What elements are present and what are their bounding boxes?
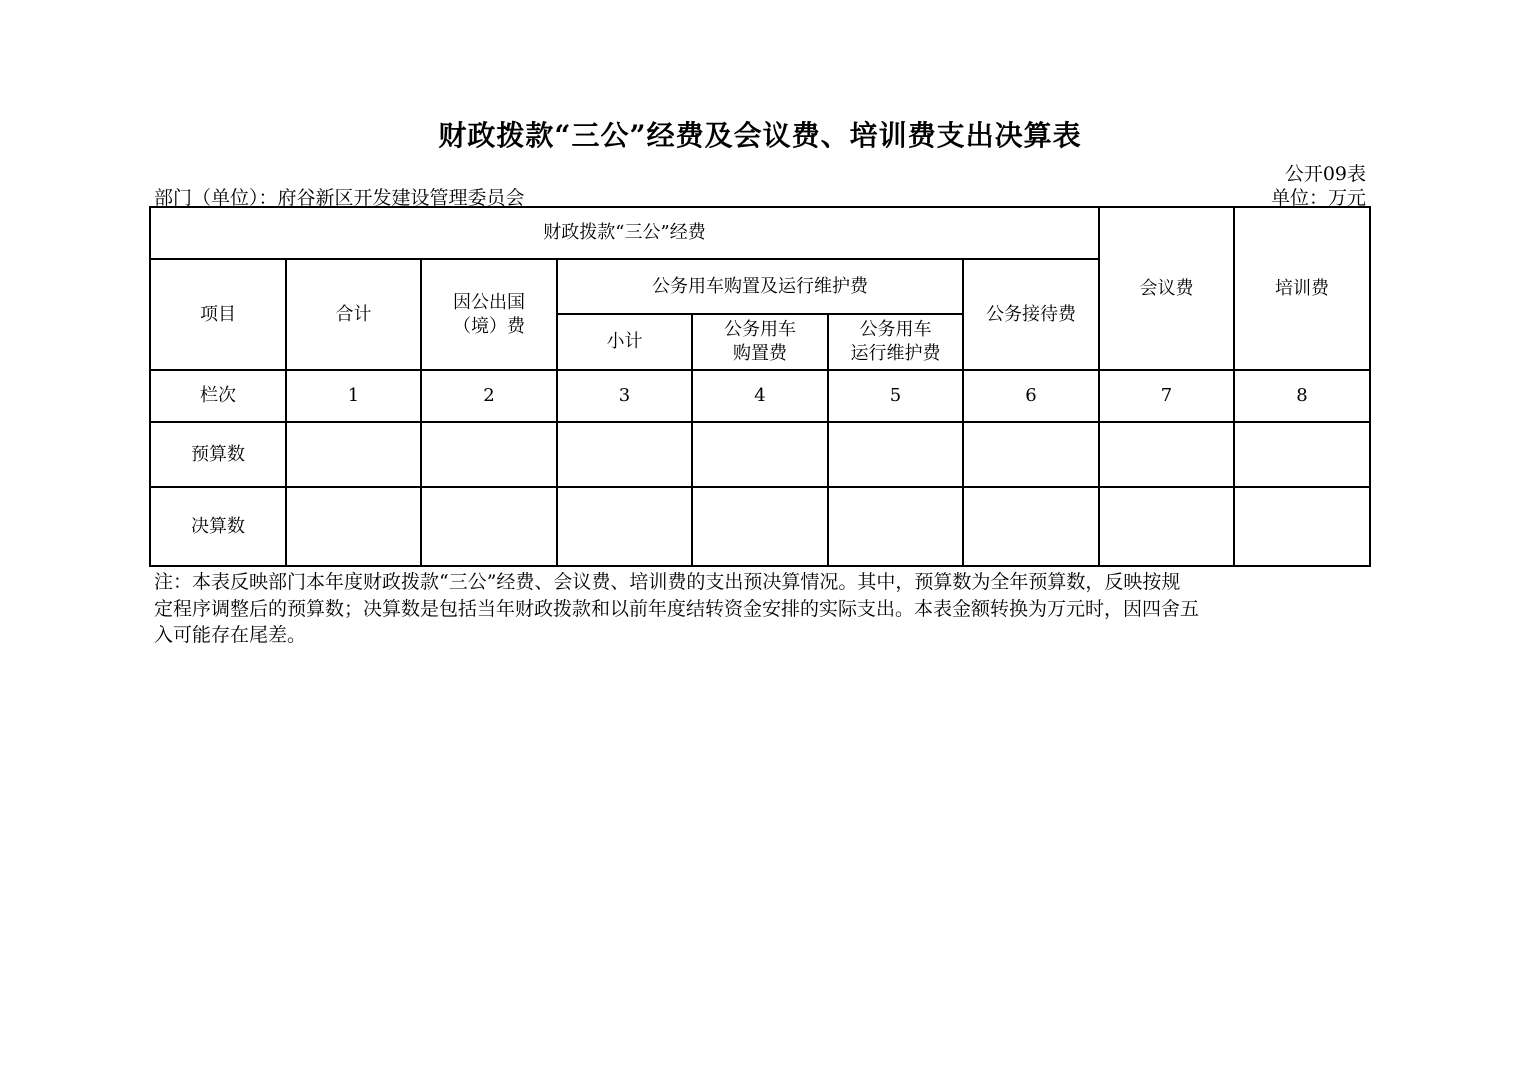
table-cell	[1234, 487, 1370, 566]
header-abroad-line2: （境）费	[453, 315, 525, 337]
header-subtotal: 小计	[557, 314, 692, 370]
header-row-1	[150, 207, 1370, 259]
column-number-cell: 5	[828, 370, 963, 422]
header-meeting: 会议费	[1099, 207, 1234, 370]
form-code: 公开09表	[1284, 163, 1366, 185]
footnote-line-1: 注：本表反映部门本年度财政拨款“三公”经费、会议费、培训费的支出预决算情况。其中，预算数为全年预算数，反映按规	[154, 571, 1181, 593]
column-number-row	[150, 370, 1370, 422]
column-number-label: 栏次	[150, 370, 286, 422]
column-number-cell: 4	[692, 370, 828, 422]
footnote-line-2: 定程序调整后的预算数；决算数是包括当年财政拨款和以前年度结转资金安排的实际支出。本表金额转换为万元时，因四舍五	[154, 597, 1200, 620]
table-cell	[286, 487, 421, 566]
footnote	[154, 569, 1354, 649]
table-cell	[421, 487, 557, 566]
table-cell	[828, 422, 963, 487]
table-cell	[557, 487, 692, 566]
header-vehicle-purchase	[692, 314, 828, 370]
column-number-cell: 3	[557, 370, 692, 422]
column-number-cell: 2	[421, 370, 557, 422]
table-cell	[692, 422, 828, 487]
expenditure-table	[149, 206, 1371, 567]
column-number-cell: 1	[286, 370, 421, 422]
table-cell	[828, 487, 963, 566]
header-vehicle-maintenance-line1: 公务用车	[859, 319, 932, 340]
header-vehicle-group: 公务用车购置及运行维护费	[557, 259, 963, 314]
header-vehicle-purchase-line2: 购置费	[733, 343, 787, 364]
table-cell	[421, 422, 557, 487]
budget-row-label: 预算数	[150, 422, 286, 487]
department-label: 部门（单位）：府谷新区开发建设管理委员会	[154, 187, 525, 209]
final-account-row	[150, 487, 1370, 566]
final-account-row-label: 决算数	[150, 487, 286, 566]
header-reception: 公务接待费	[963, 259, 1099, 370]
header-abroad	[421, 259, 557, 370]
unit-label: 单位：万元	[1270, 187, 1366, 209]
header-item: 项目	[150, 259, 286, 370]
column-number-cell: 8	[1234, 370, 1370, 422]
header-vehicle-maintenance	[828, 314, 963, 370]
column-number-cell: 6	[963, 370, 1099, 422]
table-cell	[286, 422, 421, 487]
table-cell	[1234, 422, 1370, 487]
header-total: 合计	[286, 259, 421, 370]
column-number-cell: 7	[1099, 370, 1234, 422]
budget-row	[150, 422, 1370, 487]
page-title: 财政拨款“三公”经费及会议费、培训费支出决算表	[438, 119, 1082, 152]
header-training: 培训费	[1234, 207, 1370, 370]
header-abroad-line1: 因公出国	[453, 291, 525, 313]
header-vehicle-purchase-line1: 公务用车	[724, 319, 796, 340]
table-cell	[557, 422, 692, 487]
table-cell	[1099, 422, 1234, 487]
group-header-three-public: 财政拨款“三公”经费	[150, 207, 1099, 259]
table-cell	[1099, 487, 1234, 566]
footnote-line-3: 入可能存在尾差。	[154, 624, 307, 646]
table-cell	[963, 422, 1099, 487]
table-cell	[692, 487, 828, 566]
header-vehicle-maintenance-line2: 运行维护费	[850, 343, 941, 364]
table-cell	[963, 487, 1099, 566]
